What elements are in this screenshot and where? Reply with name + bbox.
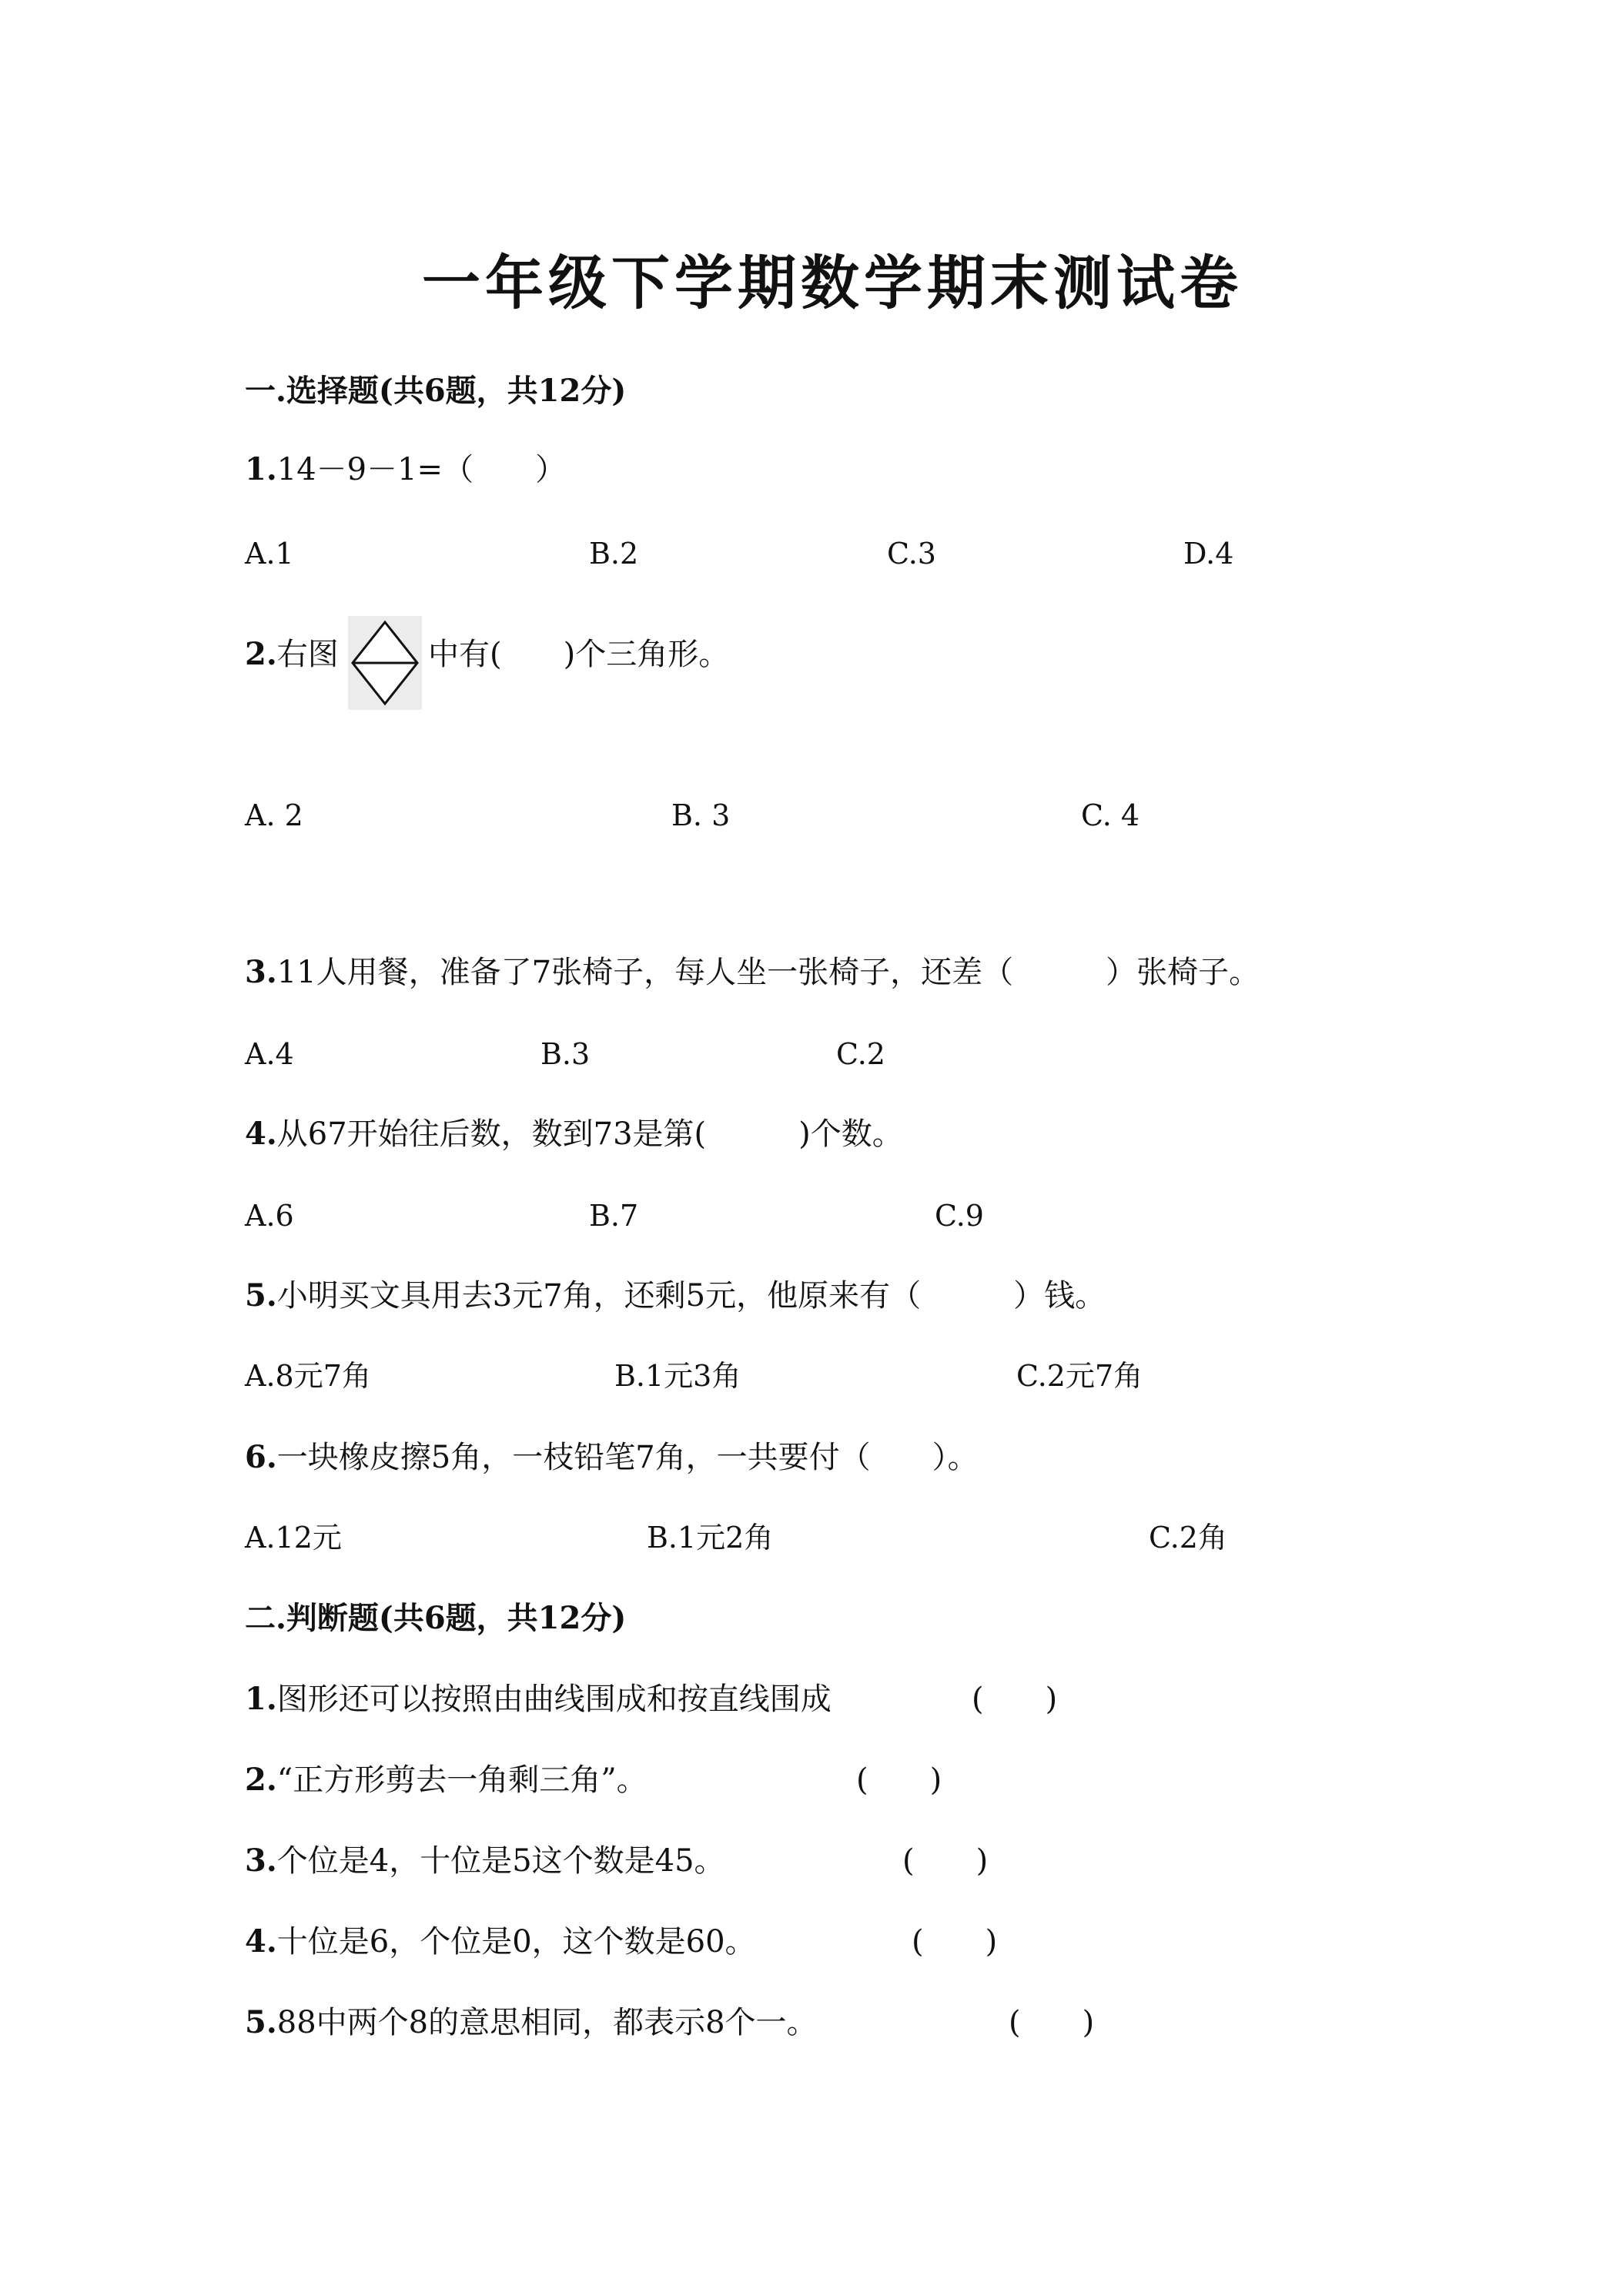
question-number: 2. bbox=[245, 636, 277, 672]
option-c[interactable]: C. 4 bbox=[1081, 798, 1140, 832]
option-a[interactable]: A. 2 bbox=[245, 798, 303, 832]
judgment-3 bbox=[245, 1842, 725, 1879]
option-d[interactable]: D.4 bbox=[1183, 537, 1234, 571]
question-number: 5. bbox=[245, 1277, 277, 1314]
question-1 bbox=[245, 451, 567, 487]
option-b[interactable]: B.2 bbox=[589, 537, 639, 571]
judgment-2 bbox=[245, 1762, 648, 1798]
question-text: 一块橡皮擦5角，一枝铅笔7角，一共要付（ ）。 bbox=[276, 1440, 979, 1475]
option-c[interactable]: C.2 bbox=[836, 1037, 885, 1071]
question-text: 图形还可以按照由曲线围成和按直线围成 bbox=[276, 1682, 832, 1717]
option-a[interactable]: A.12元 bbox=[245, 1521, 342, 1555]
judgment-4 bbox=[245, 1923, 756, 1960]
answer-paren[interactable]: ( ) bbox=[912, 1924, 998, 1960]
question-number: 4. bbox=[245, 1923, 277, 1960]
question-text: 小明买文具用去3元7角，还剩5元，他原来有（ ）钱。 bbox=[276, 1278, 1106, 1314]
question-number: 3. bbox=[245, 1842, 277, 1879]
option-a[interactable]: A.6 bbox=[245, 1199, 294, 1233]
option-b[interactable]: B. 3 bbox=[671, 798, 731, 832]
answer-paren[interactable]: ( ) bbox=[856, 1762, 942, 1798]
option-a[interactable]: A.8元7角 bbox=[245, 1359, 371, 1393]
judgment-5 bbox=[245, 2004, 818, 2040]
diamond-triangles-icon bbox=[348, 616, 422, 710]
question-2-tail: 中有( )个三角形。 bbox=[428, 637, 730, 672]
question-number: 2. bbox=[245, 1762, 277, 1798]
option-a[interactable]: A.1 bbox=[245, 537, 294, 571]
answer-paren[interactable]: ( ) bbox=[902, 1843, 989, 1879]
option-b[interactable]: B.7 bbox=[589, 1199, 639, 1233]
question-text: 88中两个8的意思相同，都表示8个一。 bbox=[276, 2005, 818, 2040]
question-text: 个位是4，十位是5这个数是45。 bbox=[276, 1843, 725, 1879]
option-b[interactable]: B.1元2角 bbox=[647, 1521, 774, 1555]
question-text: 14－9－1=（ ） bbox=[276, 452, 567, 487]
answer-paren[interactable]: ( ) bbox=[1009, 2005, 1095, 2040]
option-c[interactable]: C.3 bbox=[887, 537, 936, 571]
question-number: 3. bbox=[245, 954, 277, 990]
judgment-1 bbox=[245, 1681, 832, 1717]
option-c[interactable]: C.2元7角 bbox=[1016, 1359, 1143, 1393]
question-text: 11人用餐，准备了7张椅子，每人坐一张椅子，还差（ ）张椅子。 bbox=[276, 955, 1260, 990]
section-heading-judgment: 二.判断题(共6题，共12分) bbox=[245, 1600, 627, 1636]
question-number: 1. bbox=[245, 451, 277, 487]
question-text: 右图 bbox=[276, 637, 339, 672]
question-2 bbox=[245, 636, 339, 672]
question-text: 从67开始往后数，数到73是第( )个数。 bbox=[276, 1116, 903, 1152]
question-text: 十位是6，个位是0，这个数是60。 bbox=[276, 1924, 756, 1960]
option-b[interactable]: B.1元3角 bbox=[614, 1359, 741, 1393]
question-number: 6. bbox=[245, 1439, 277, 1475]
question-6 bbox=[245, 1439, 979, 1475]
question-number: 4. bbox=[245, 1116, 277, 1152]
option-c[interactable]: C.9 bbox=[935, 1199, 984, 1233]
question-5 bbox=[245, 1277, 1106, 1314]
question-3 bbox=[245, 954, 1260, 990]
question-4 bbox=[245, 1116, 903, 1152]
question-number: 1. bbox=[245, 1681, 277, 1717]
question-text: “正方形剪去一角剩三角”。 bbox=[276, 1762, 648, 1798]
option-c[interactable]: C.2角 bbox=[1149, 1521, 1227, 1555]
answer-paren[interactable]: ( ) bbox=[972, 1682, 1058, 1717]
question-number: 5. bbox=[245, 2004, 277, 2040]
option-b[interactable]: B.3 bbox=[540, 1037, 591, 1071]
page-title: 一年级下学期数学期末测试卷 bbox=[422, 249, 1243, 317]
section-heading-choice: 一.选择题(共6题，共12分) bbox=[245, 373, 627, 409]
option-a[interactable]: A.4 bbox=[245, 1037, 294, 1071]
